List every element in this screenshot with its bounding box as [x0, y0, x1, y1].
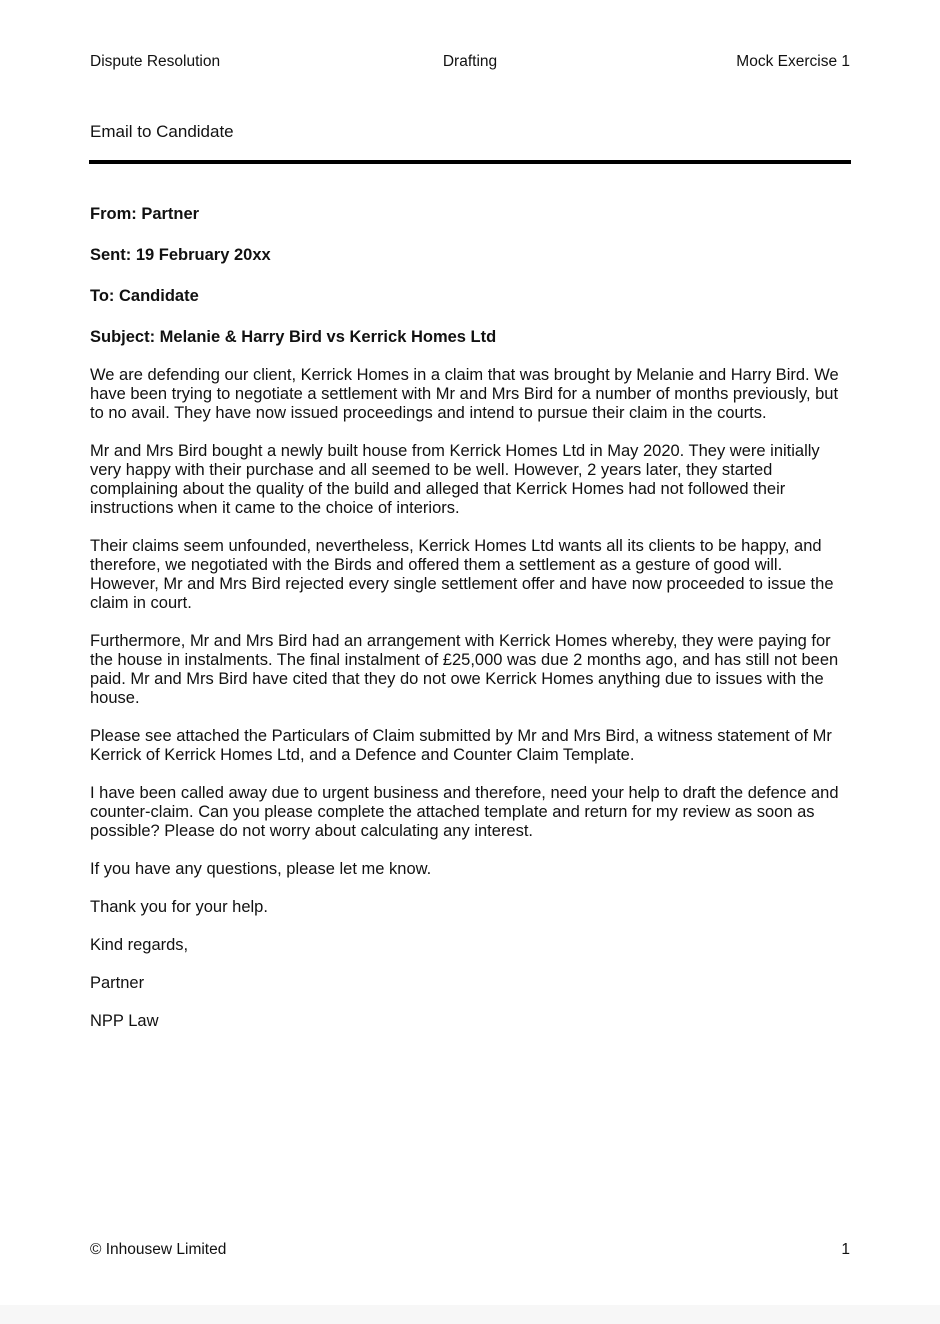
header-topic: Drafting	[442, 53, 498, 70]
paragraph-thanks: Thank you for your help.	[90, 898, 268, 916]
paragraph-attachments: Please see attached the Particulars of Claim submitted by Mr and Mrs Bird, a witness statement of Mr Kerrick of Kerrick Homes Ltd, and a Defence and Counter Claim Template.	[90, 727, 832, 764]
page-footer	[90, 1241, 850, 1261]
title-divider	[89, 160, 851, 164]
page-header	[90, 53, 850, 73]
footer-copyright: © Inhousew Limited	[90, 1241, 227, 1258]
paragraph-request: I have been called away due to urgent business and therefore, need your help to draft the defence and counter-claim. Can you please complete the attached template and return for my review as soon as possible? Please do not worry about calculating any interest.	[90, 784, 839, 840]
signature-name: Partner	[90, 974, 145, 992]
header-section: Dispute Resolution	[90, 53, 221, 70]
paragraph-negotiation: Their claims seem unfounded, nevertheless, Kerrick Homes Ltd wants all its clients to be happy, and therefore, we negotiated with the Birds and offered them a settlement as a gesture of good will. However, Mr and Mrs Bird rejected every single settlement offer and have now proceeded to issue the claim in court.	[90, 537, 834, 612]
paragraph-background: Mr and Mrs Bird bought a newly built house from Kerrick Homes Ltd in May 2020. They were initially very happy with their purchase and all seemed to be well. However, 2 years later, they started complaining about the quality of the build and alleged that Kerrick Homes had not followed their instructions when it came to the choice of interiors.	[90, 442, 820, 517]
email-body	[90, 366, 852, 1050]
email-subject: Subject: Melanie & Harry Bird vs Kerrick Homes Ltd	[90, 328, 497, 346]
email-to: To: Candidate	[90, 287, 199, 305]
paragraph-questions: If you have any questions, please let me know.	[90, 860, 432, 878]
signature-firm: NPP Law	[90, 1012, 159, 1030]
document-title: Email to Candidate	[90, 122, 234, 141]
paragraph-instalments: Furthermore, Mr and Mrs Bird had an arrangement with Kerrick Homes whereby, they were paying for the house in instalments. The final instalment of £25,000 was due 2 months ago, and has still not been paid. Mr and Mrs Bird have cited that they do not owe Kerrick Homes anything due to issues with the house.	[90, 632, 839, 707]
header-exercise: Mock Exercise 1	[736, 53, 850, 70]
sign-off: Kind regards,	[90, 936, 189, 954]
email-sent: Sent: 19 February 20xx	[90, 246, 271, 264]
email-from: From: Partner	[90, 205, 200, 223]
paragraph-intro: We are defending our client, Kerrick Homes in a claim that was brought by Melanie and Harry Bird. We have been trying to negotiate a settlement with Mr and Mrs Bird for a number of months previously, but to no avail. They have now issued proceedings and intend to pursue their claim in the courts.	[90, 366, 839, 422]
page-number: 1	[841, 1241, 850, 1258]
